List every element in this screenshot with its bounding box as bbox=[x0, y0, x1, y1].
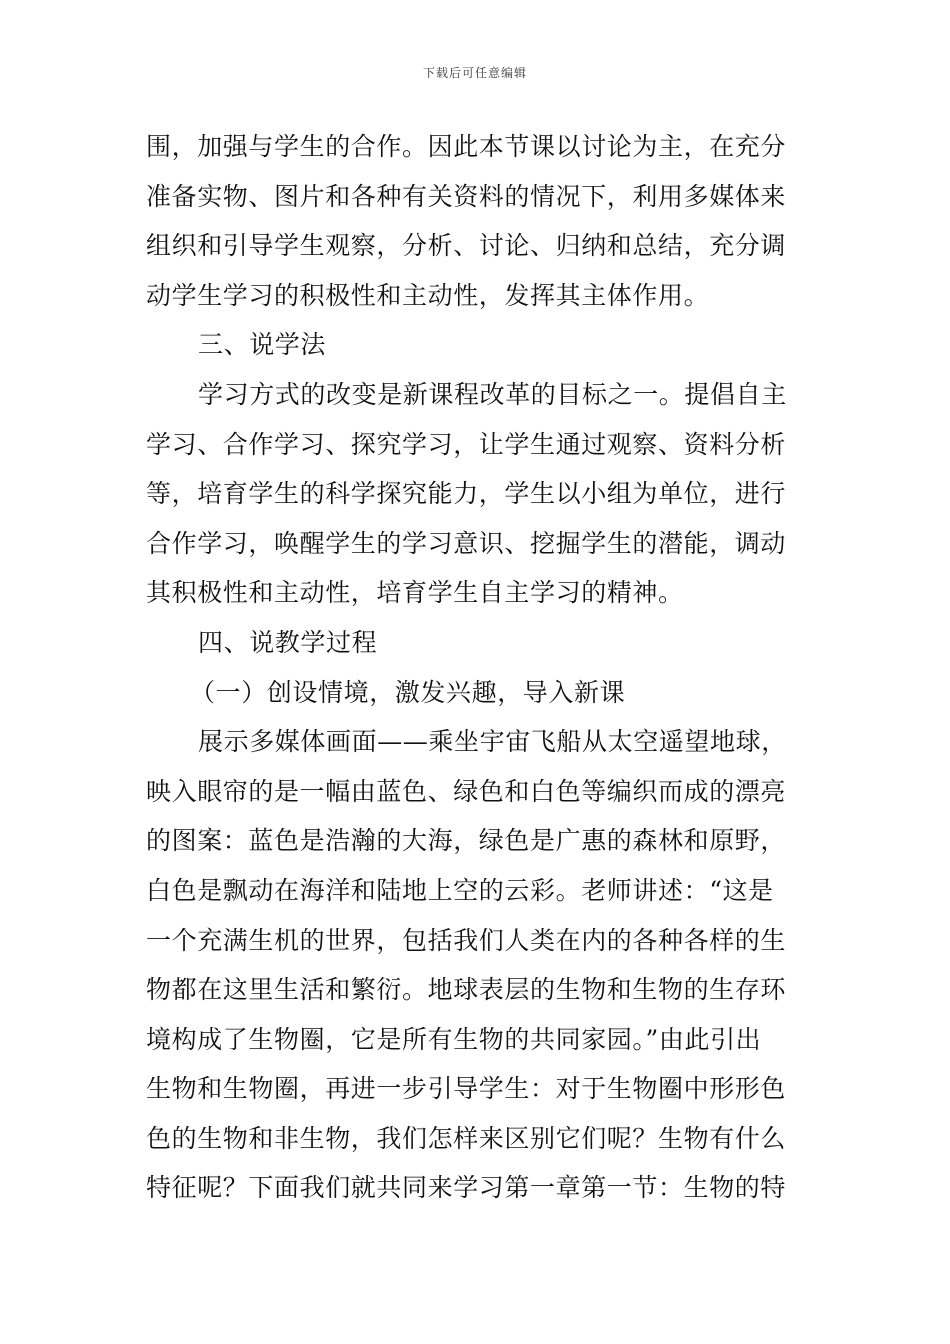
text-line: 境构成了生物圈，它是所有生物的共同家园。”由此引出 bbox=[146, 1024, 762, 1054]
text-line: 组织和引导学生观察，分析、讨论、归纳和总结，充分调 bbox=[146, 231, 787, 261]
text-line: 围，加强与学生的合作。因此本节课以讨论为主，在充分 bbox=[146, 132, 787, 161]
text-line: 白色是飘动在海洋和陆地上空的云彩。老师讲述：“这是 bbox=[146, 875, 774, 905]
text-line: 的图案：蓝色是浩瀚的大海，绿色是广惠的森林和原野， bbox=[146, 826, 787, 856]
text-line: 动学生学习的积极性和主动性，发挥其主体作用。 bbox=[146, 280, 710, 310]
text-line: （一）创设情境，激发兴趣，导入新课 bbox=[190, 677, 626, 707]
text-line: 生物和生物圈，再进一步引导学生：对于生物圈中形形色 bbox=[146, 1074, 787, 1104]
text-line: 合作学习，唤醒学生的学习意识、挖掘学生的潜能，调动 bbox=[146, 528, 787, 558]
text-line: 映入眼帘的是一幅由蓝色、绿色和白色等编织而成的漂亮 bbox=[146, 776, 787, 806]
text-line: 四、说教学过程 bbox=[198, 627, 378, 657]
text-line: 学习方式的改变是新课程改革的目标之一。提倡自主 bbox=[198, 379, 787, 409]
text-line: 其积极性和主动性，培育学生自主学习的精神。 bbox=[146, 578, 684, 608]
text-line: 等，培育学生的科学探究能力，学生以小组为单位，进行 bbox=[146, 479, 787, 509]
text-line: 学习、合作学习、探究学习，让学生通过观察、资料分析 bbox=[146, 429, 787, 459]
text-line: 三、说学法 bbox=[198, 330, 327, 360]
text-line: 准备实物、图片和各种有关资料的情况下，利用多媒体来 bbox=[146, 181, 787, 211]
text-line: 一个充满生机的世界，包括我们人类在内的各种各样的生 bbox=[146, 925, 787, 955]
text-line: 特征呢？下面我们就共同来学习第一章第一节：生物的特 bbox=[146, 1173, 787, 1203]
text-line: 展示多媒体画面——乘坐宇宙飞船从太空遥望地球， bbox=[198, 727, 787, 757]
text-line: 色的生物和非生物，我们怎样来区别它们呢？生物有什么 bbox=[146, 1123, 787, 1153]
text-line: 物都在这里生活和繁衍。地球表层的生物和生物的生存环 bbox=[146, 975, 787, 1005]
page-header: 下载后可任意编辑 bbox=[422, 66, 527, 80]
document-body bbox=[146, 122, 814, 1213]
